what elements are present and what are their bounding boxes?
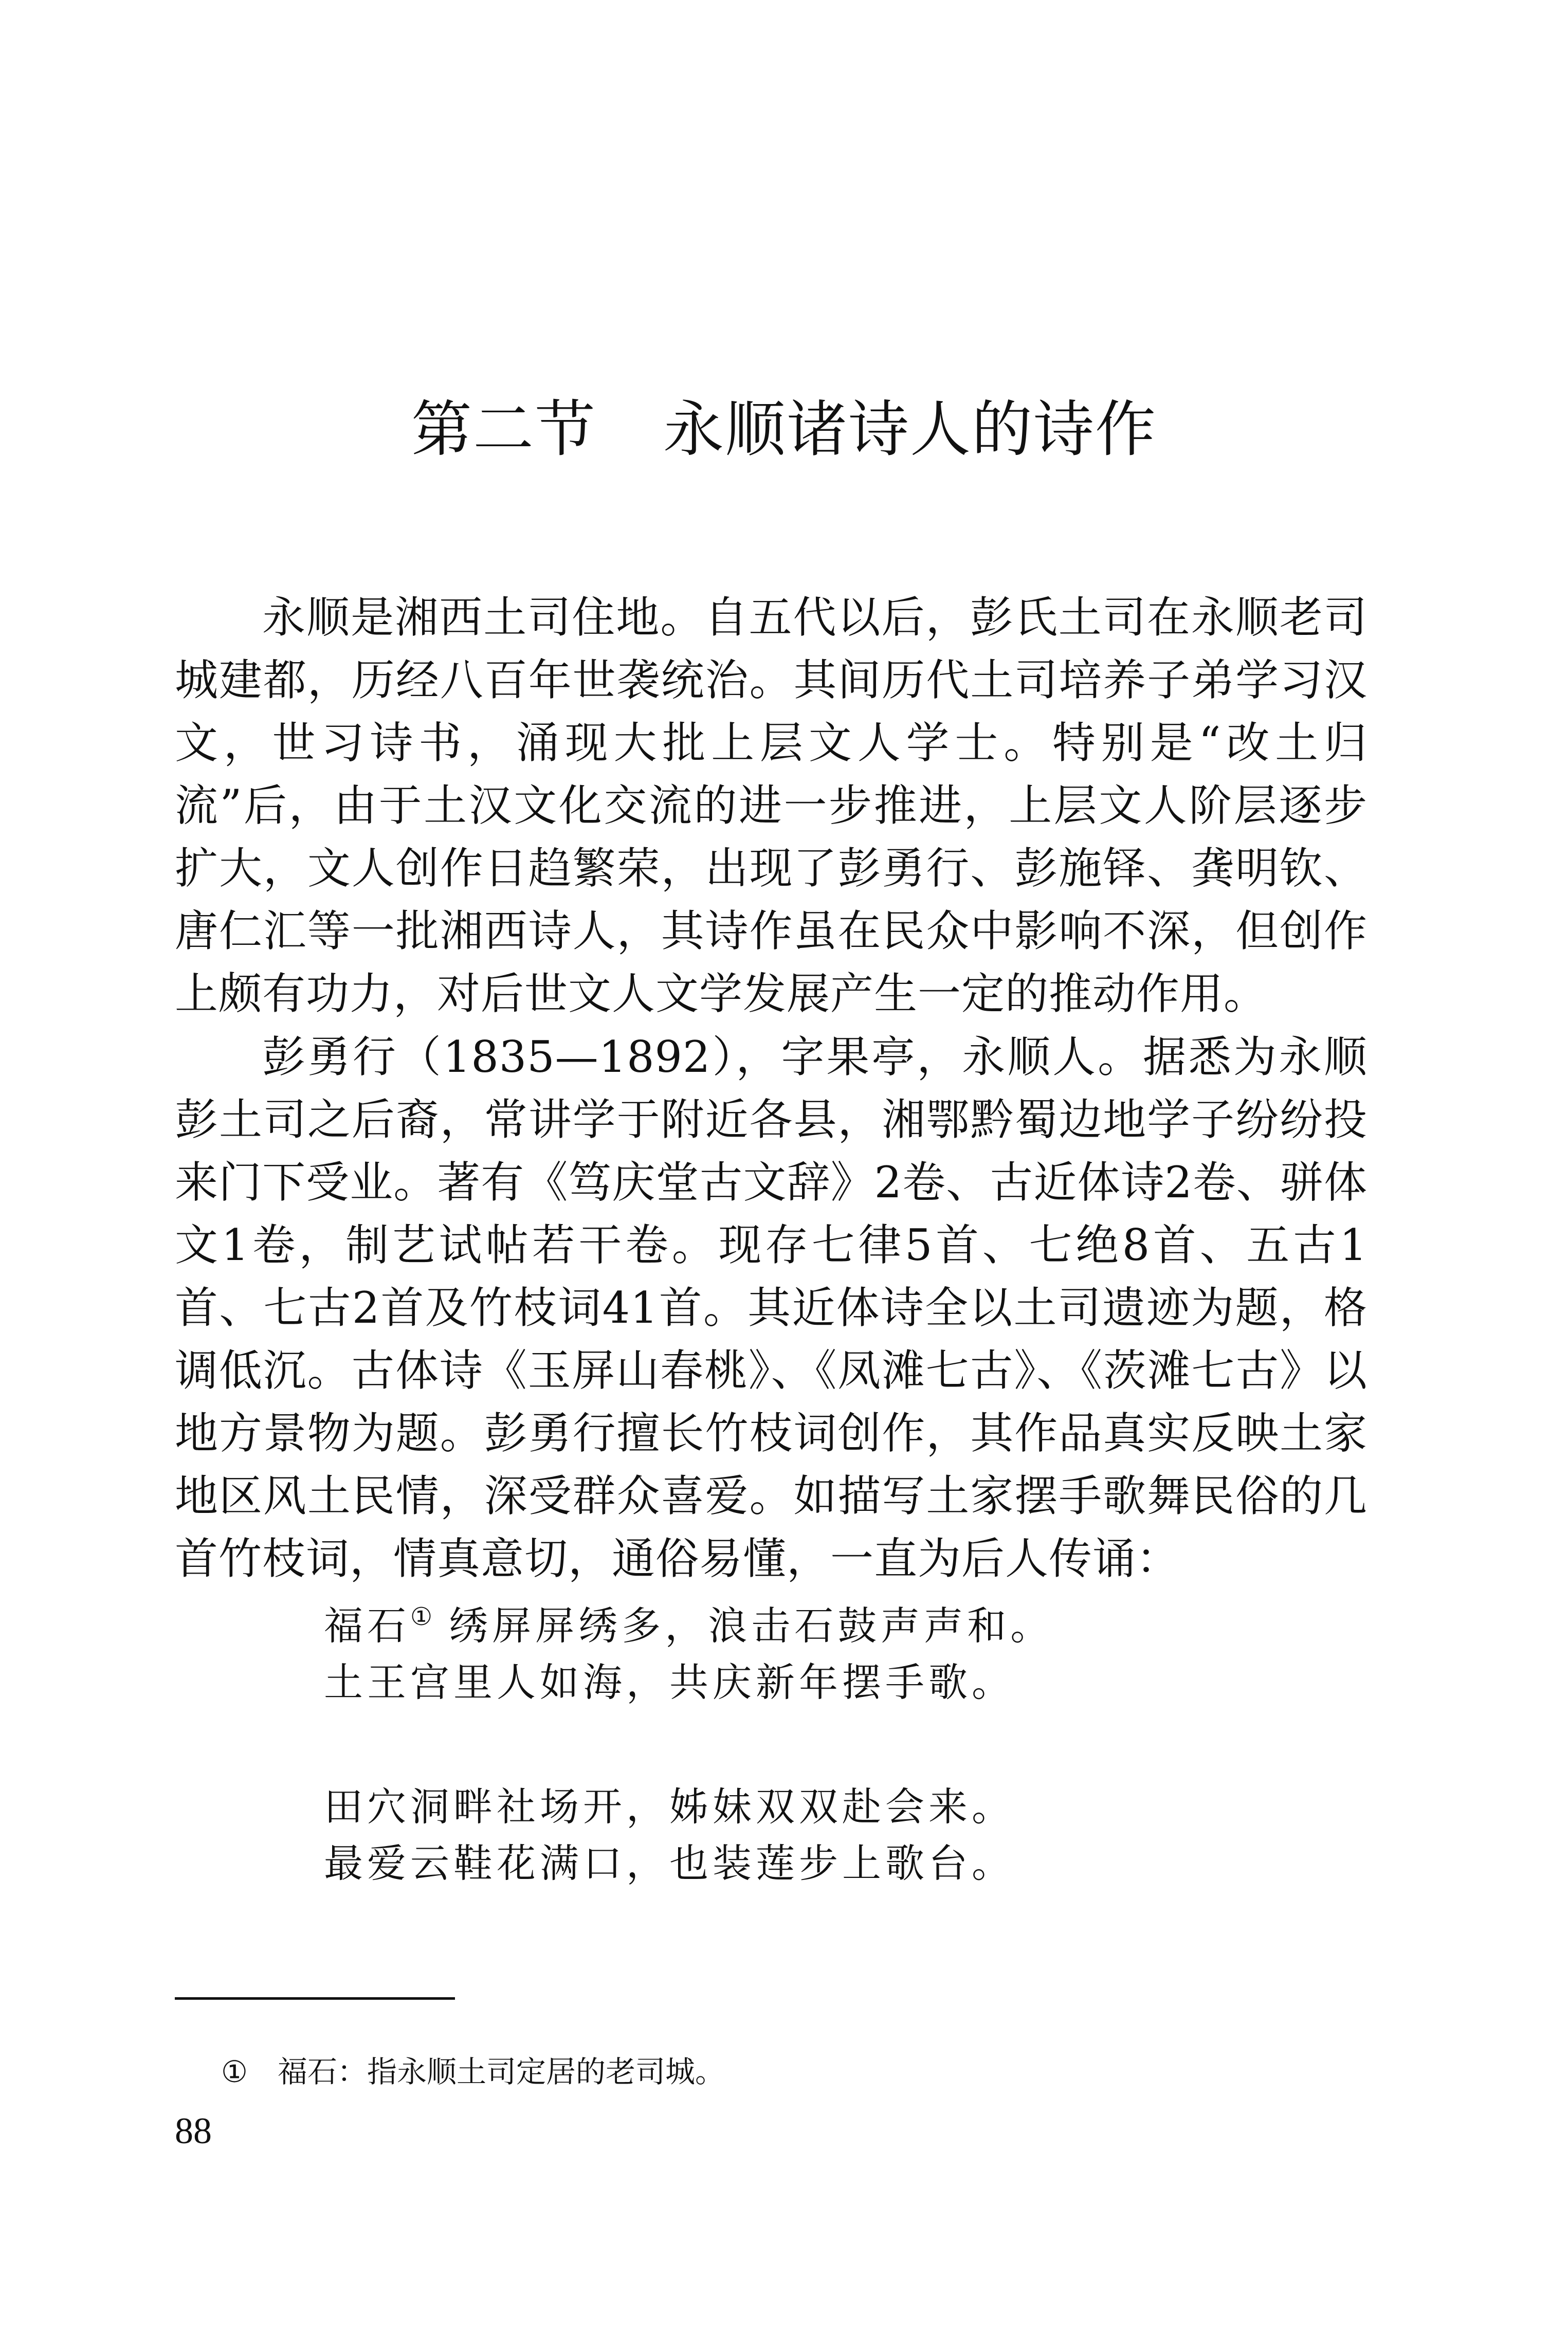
poem-stanza-2 <box>324 1779 1015 1892</box>
poem-line: 土王宫里人如海，共庆新年摆手歌。 <box>324 1659 1015 1705</box>
section-name: 永顺诸诗人的诗作 <box>663 394 1157 465</box>
poem-line <box>324 1589 1053 1654</box>
poem-line: 田穴洞畔社场开，姊妹双双赴会来。 <box>324 1784 1015 1830</box>
section-title <box>0 391 1568 468</box>
section-number: 第二节 <box>411 394 596 465</box>
poem-stanza-1 <box>324 1589 1053 1711</box>
page-number: 88 <box>175 2110 212 2151</box>
footnote <box>221 2051 725 2092</box>
poem-text: 福石 <box>324 1603 410 1649</box>
footnote-mark: ① <box>221 2054 248 2089</box>
poem-text: 绣屏屏绣多，浪击石鼓声声和。 <box>432 1603 1054 1649</box>
paragraph-peng-yongxing: 彭勇行（1835—1892），字果亭，永顺人。据悉为永顺彭土司之后裔，常讲学于附近各县，湘鄂黔蜀边地学子纷纷投来门下受业。著有《笃庆堂古文辞》2卷、古近体诗2卷、骈体文1卷，制艺试帖若干卷。现存七律5首、七绝8首、五古1首、七古2首及竹枝词41首。其近体诗全以土司遗迹为题，格调低沉。古体诗《玉屏山春桃》、《凤滩七古》、《茨滩七古》以地方景物为题。彭勇行擅长竹枝词创作，其作品真实反映土家地区风土民情，深受群众喜爱。如描写土家摆手歌舞民俗的几首竹枝词，情真意切，通俗易懂，一直为后人传诵： <box>175 1032 1368 1584</box>
footnote-divider <box>175 1997 455 2000</box>
footnote-text: 福石：指永顺土司定居的老司城。 <box>278 2054 725 2089</box>
poem-line: 最爱云鞋花满口，也装莲步上歌台。 <box>324 1840 1015 1886</box>
paragraph-intro: 永顺是湘西土司住地。自五代以后，彭氏土司在永顺老司城建都，历经八百年世袭统治。其间历代土司培养子弟学习汉文，世习诗书，涌现大批上层文人学士。特别是“改土归流”后，由于土汉文化交流的进一步推进，上层文人阶层逐步扩大，文人创作日趋繁荣，出现了彭勇行、彭施铎、龚明钦、唐仁汇等一批湘西诗人，其诗作虽在民众中影响不深，但创作上颇有功力，对后世文人文学发展产生一定的推动作用。 <box>175 592 1368 1019</box>
footnote-reference: ① <box>410 1602 433 1631</box>
